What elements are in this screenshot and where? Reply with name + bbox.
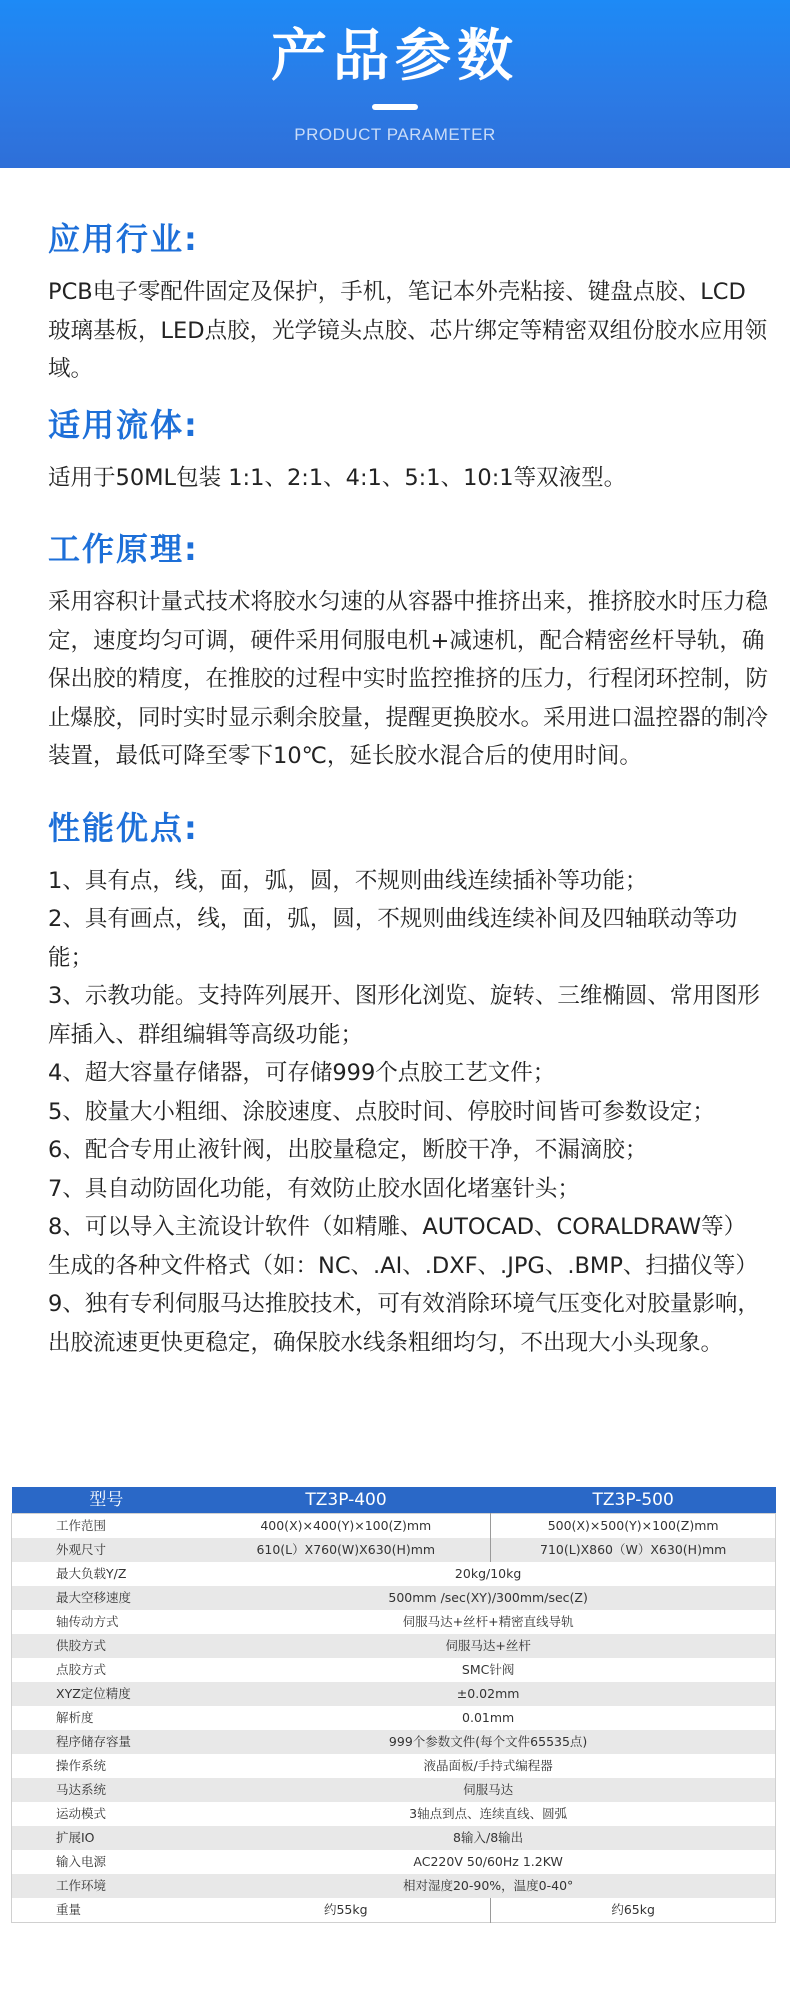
section-fluid [48, 401, 768, 498]
spec-value-model-b: 500(X)×500(Y)×100(Z)mm [491, 1513, 776, 1538]
table-row [12, 1658, 776, 1682]
spec-label: 操作系统 [12, 1754, 202, 1778]
performance-item: 2、具有画点，线，面，弧，圆，不规则曲线连续补间及四轴联动等功能； [48, 906, 738, 971]
performance-item: 8、可以导入主流设计软件（如精雕、AUTOCAD、CORALDRAW等）生成的各种文件格式（如：NC、.AI、.DXF、.JPG、.BMP、扫描仪等） [48, 1214, 758, 1279]
section-industry [48, 215, 768, 389]
section-performance [48, 804, 768, 1363]
spec-label: 输入电源 [12, 1850, 202, 1874]
table-row [12, 1706, 776, 1730]
spec-value-model-b: 710(L)X860（W）X630(H)mm [491, 1538, 776, 1562]
spec-label: 马达系统 [12, 1778, 202, 1802]
section-title-principle: 工作原理: [48, 530, 199, 568]
performance-item: 5、胶量大小粗细、涂胶速度、点胶时间、停胶时间皆可参数设定； [48, 1098, 715, 1125]
spec-label: 工作环境 [12, 1874, 202, 1898]
spec-table-body [12, 1513, 776, 1922]
header-banner [0, 0, 790, 168]
spec-label: 最大空移速度 [12, 1586, 202, 1610]
spec-value: 0.01mm [201, 1706, 775, 1730]
spec-label: 扩展IO [12, 1826, 202, 1850]
spec-label: XYZ定位精度 [12, 1682, 202, 1706]
table-row [12, 1562, 776, 1586]
spec-value: 伺服马达+丝杆+精密直线导轨 [201, 1610, 775, 1634]
header-model-a: TZ3P-400 [201, 1487, 491, 1513]
performance-item: 1、具有点，线，面，弧，圆，不规则曲线连续插补等功能； [48, 867, 648, 894]
table-row [12, 1874, 776, 1898]
spec-label: 解析度 [12, 1706, 202, 1730]
table-row [12, 1850, 776, 1874]
spec-value: 伺服马达+丝杆 [201, 1634, 775, 1658]
table-row [12, 1754, 776, 1778]
page-title: 产品参数 [271, 24, 519, 89]
table-row [12, 1826, 776, 1850]
table-row [12, 1682, 776, 1706]
header-label: 型号 [12, 1487, 202, 1513]
performance-item: 3、示教功能。支持阵列展开、图形化浏览、旋转、三维椭圆、常用图形库插入、群组编辑等高级功能； [48, 983, 760, 1048]
performance-item: 4、超大容量存储器，可存储999个点胶工艺文件； [48, 1060, 556, 1086]
table-row [12, 1730, 776, 1754]
spec-label: 最大负载Y/Z [12, 1562, 202, 1586]
table-row [12, 1802, 776, 1826]
content-area [48, 215, 768, 1362]
spec-value-model-a: 400(X)×400(Y)×100(Z)mm [201, 1513, 491, 1538]
spec-table-header [12, 1487, 776, 1513]
spec-label: 供胶方式 [12, 1634, 202, 1658]
table-row [12, 1610, 776, 1634]
section-text-fluid: 适用于50ML包装 1:1、2:1、4:1、5:1、10:1等双液型。 [48, 464, 627, 491]
header-model-b: TZ3P-500 [491, 1487, 776, 1513]
spec-value: 20kg/10kg [201, 1562, 775, 1586]
spec-value: 相对湿度20-90%，温度0-40° [201, 1874, 775, 1898]
spec-label: 工作范围 [12, 1513, 202, 1538]
spec-value-model-a: 约55kg [201, 1898, 491, 1923]
performance-item: 6、配合专用止液针阀，出胶量稳定，断胶干净，不漏滴胶； [48, 1137, 648, 1163]
table-row [12, 1586, 776, 1610]
spec-label: 轴传动方式 [12, 1610, 202, 1634]
section-title-industry: 应用行业: [48, 220, 199, 258]
spec-value: 8输入/8输出 [201, 1826, 775, 1850]
spec-value: AC220V 50/60Hz 1.2KW [201, 1850, 775, 1874]
spec-value: 3轴点到点、连续直线、圆弧 [201, 1802, 775, 1826]
spec-label: 程序储存容量 [12, 1730, 202, 1754]
spec-value: 999个参数文件(每个文件65535点) [201, 1730, 775, 1754]
section-text-industry: PCB电子零配件固定及保护，手机，笔记本外壳粘接、键盘点胶、LCD玻璃基板，LED点胶，光学镜头点胶、芯片绑定等精密双组份胶水应用领域。 [48, 279, 768, 382]
spec-label: 重量 [12, 1898, 202, 1923]
table-row [12, 1513, 776, 1538]
table-row [12, 1634, 776, 1658]
spec-table [11, 1487, 776, 1923]
spec-label: 运动模式 [12, 1802, 202, 1826]
spec-value: 液晶面板/手持式编程器 [201, 1754, 775, 1778]
spec-value: ±0.02mm [201, 1682, 775, 1706]
section-text-principle: 采用容积计量式技术将胶水匀速的从容器中推挤出来，推挤胶水时压力稳定，速度均匀可调，硬件采用伺服电机+减速机，配合精密丝杆导轨，确保出胶的精度，在推胶的过程中实时监控推挤的压力，行程闭环控制，防止爆胶，同时实时显示剩余胶量，提醒更换胶水。采用进口温控器的制冷装置，最低可降至零下10℃，延长胶水混合后的使用时间。 [48, 589, 769, 769]
spec-value: SMC针阀 [201, 1658, 775, 1682]
spec-value-model-b: 约65kg [491, 1898, 776, 1923]
table-row [12, 1898, 776, 1923]
performance-item: 9、独有专利伺服马达推胶技术，可有效消除环境气压变化对胶量影响，出胶流速更快更稳定，确保胶水线条粗细均匀，不出现大小头现象。 [48, 1291, 760, 1356]
section-principle [48, 525, 768, 776]
spec-label: 点胶方式 [12, 1658, 202, 1682]
page-subtitle: PRODUCT PARAMETER [294, 125, 496, 144]
section-title-fluid: 适用流体: [48, 405, 199, 444]
spec-value: 500mm /sec(XY)/300mm/sec(Z) [201, 1586, 775, 1610]
spec-value: 伺服马达 [201, 1778, 775, 1802]
table-row [12, 1778, 776, 1802]
title-underline [372, 104, 418, 110]
performance-item: 7、具自动防固化功能，有效防止胶水固化堵塞针头； [48, 1175, 580, 1202]
performance-list [48, 862, 768, 1363]
section-title-performance: 性能优点: [48, 808, 199, 847]
spec-value-model-a: 610(L）X760(W)X630(H)mm [201, 1538, 491, 1562]
spec-label: 外观尺寸 [12, 1538, 202, 1562]
table-row [12, 1538, 776, 1562]
